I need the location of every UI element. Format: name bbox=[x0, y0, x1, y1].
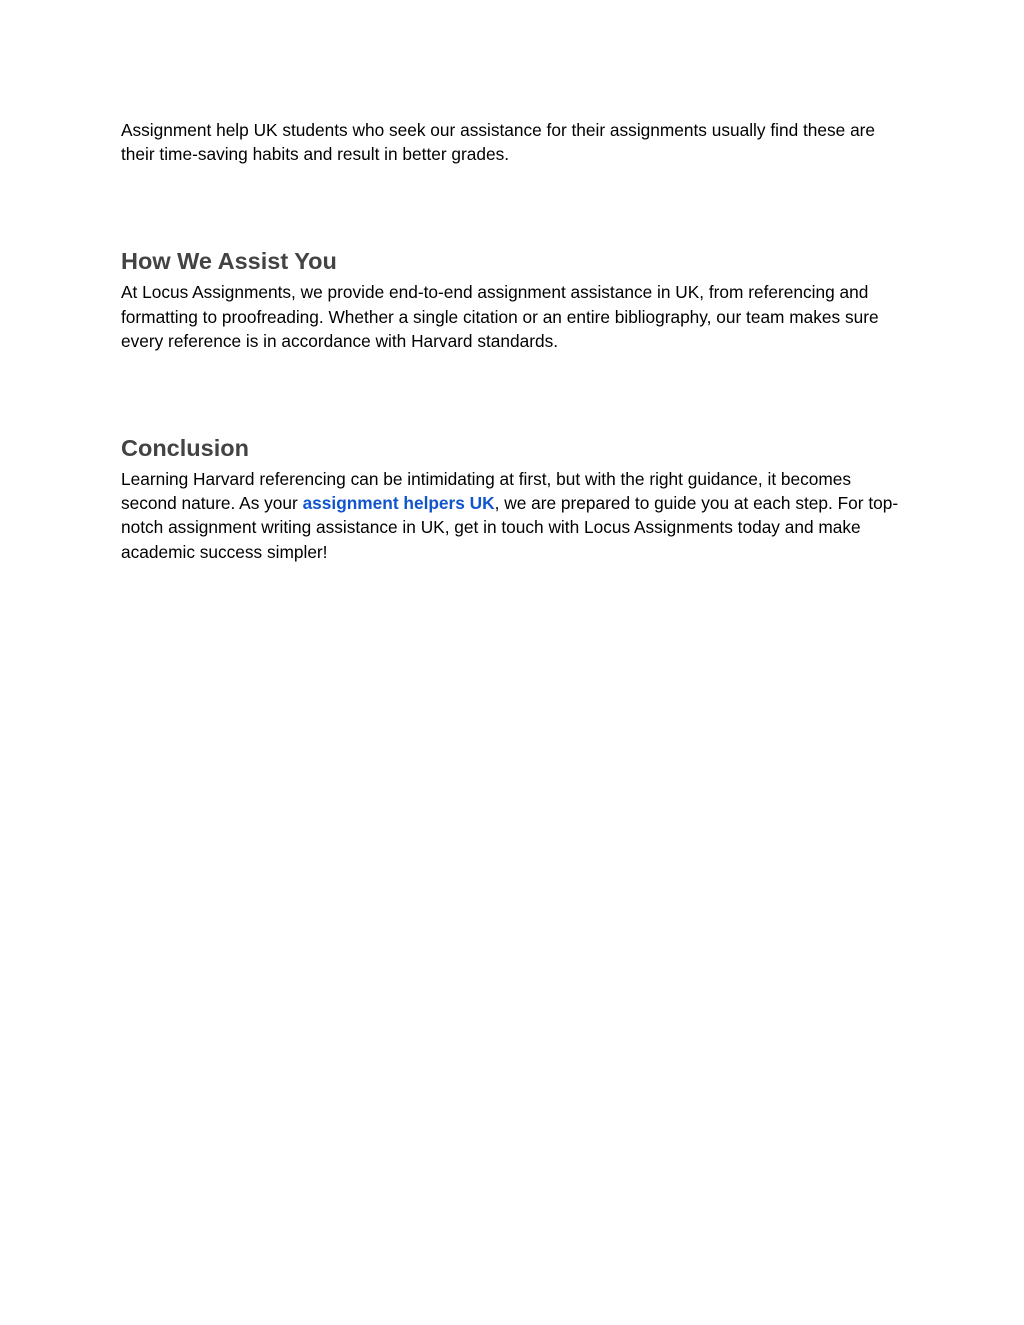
section-heading: How We Assist You bbox=[121, 248, 337, 275]
section-paragraph: At Locus Assignments, we provide end-to-end assignment assistance in UK, from referencing and formatting to proofreading. Whether a single citation or an entire bibliography, our team makes sure every reference is in accordance with Harvard standards. bbox=[121, 282, 879, 351]
assignment-helpers-link[interactable]: assignment helpers UK bbox=[302, 493, 495, 514]
section-how-we-assist bbox=[121, 246, 911, 353]
conclusion-text-start: Learning Harvard referencing can be intimidating at first, but with the right guidance, it becomes second nature. As your bbox=[121, 469, 852, 514]
intro-paragraph: Assignment help UK students who seek our assistance for their assignments usually find these are their time-saving habits and result in better grades. bbox=[121, 120, 876, 165]
document-page bbox=[121, 118, 911, 564]
section-heading: Conclusion bbox=[121, 435, 249, 462]
conclusion-text-end: , we are prepared to guide you at each step. For top-notch assignment writing assistance in UK, get in touch with Locus Assignments today and make academic success simpler! bbox=[121, 493, 899, 562]
section-conclusion bbox=[121, 433, 911, 564]
conclusion-paragraph bbox=[121, 467, 911, 564]
